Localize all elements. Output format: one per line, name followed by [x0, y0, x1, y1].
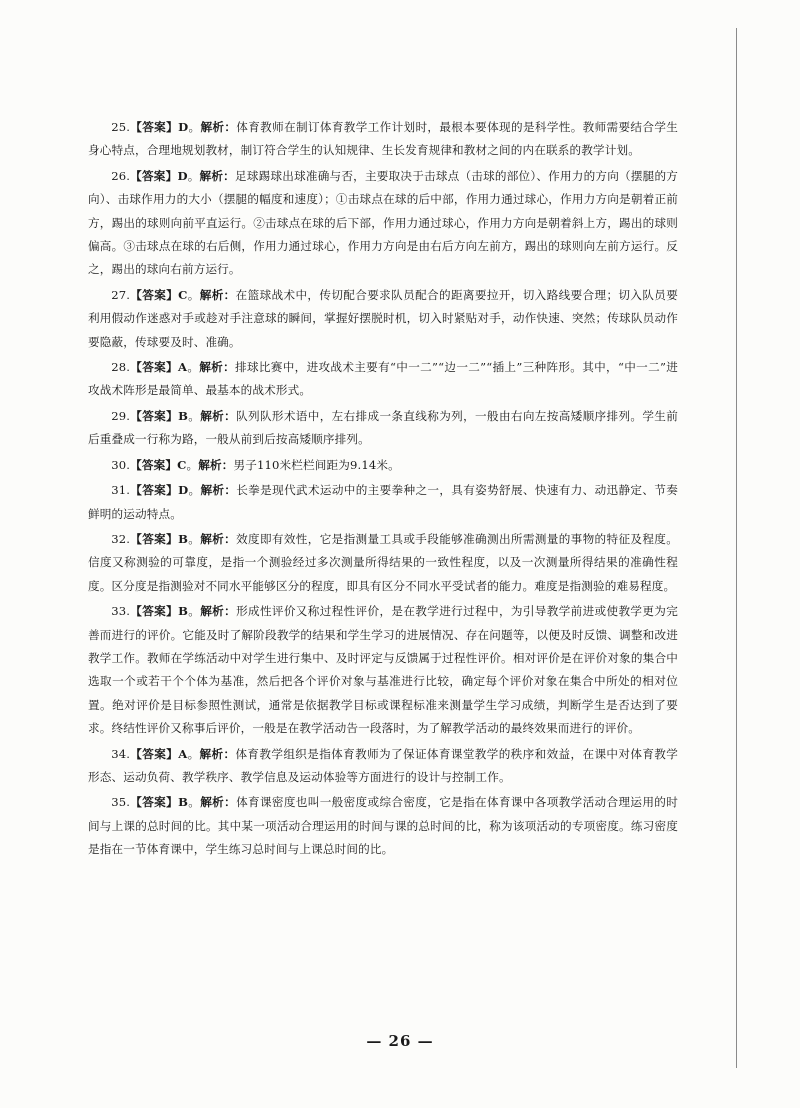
answer-item: 28.【答案】A。解析：排球比赛中，进攻战术主要有“中一二”“边一二”“插上”三种阵形。其中，“中一二”进攻战术阵形是最简单、最基本的战术形式。: [88, 360, 679, 398]
answer-item: 34.【答案】A。解析：体育教学组织是指体育教师为了保证体育课堂教学的秩序和效益，在课中对体育教学形态、运动负荷、教学秩序、教学信息及运动体验等方面进行的设计与控制工作。: [88, 746, 678, 784]
answer-item: 33.【答案】B。解析：形成性评价又称过程性评价，是在教学进行过程中，为引导教学前进或使教学更为完善而进行的评价。它能及时了解阶段教学的结果和学生学习的进展情况、存在问题等，以便及时反馈、调整和改进教学工作。教师在学练活动中对学生进行集中、及时评定与反馈属于过程性评价。相对评价是在评价对象的集合中选取一个或若干个个体为基准，然后把各个评价对象与基准进行比较，确定每个评价对象在集合中所处的相对位置。绝对评价是目标参照性测试，通常是依据教学目标或课程标准来测量学生学习成绩，判断学生是否达到了要求。终结性评价又称事后评价，一般是在教学活动告一段落时，为了解教学活动的最终效果而进行的评价。: [88, 604, 678, 736]
answer-item: 32.【答案】B。解析：效度即有效性，它是指测量工具或手段能够准确测出所需测量的事物的特征及程度。信度又称测验的可靠度，是指一个测验经过多次测量所得结果的一致性程度，以及一次测量所得结果的准确性程度。区分度是指测验对不同水平能够区分的程度，即具有区分不同水平受试者的能力。难度是指测验的难易程度。: [88, 531, 678, 593]
answer-item: 25.【答案】D。解析：体育教师在制订体育教学工作计划时，最根本要体现的是科学性。教师需要结合学生身心特点，合理地规划教材，制订符合学生的认知规律、生长发育规律和教材之间的内在联系的教学计划。: [88, 120, 679, 158]
answer-item: 29.【答案】B。解析：队列队形术语中，左右排成一条直线称为列，一般由右向左按高矮顺序排列。学生前后重叠成一行称为路，一般从前到后按高矮顺序排列。: [88, 408, 678, 447]
answer-item: 31.【答案】D。解析：长拳是现代武术运动中的主要拳种之一，具有姿势舒展、快速有力、动迅静定、节奏鲜明的运动特点。: [88, 483, 679, 521]
answer-item: 30.【答案】C。解析：男子110米栏栏间距为9.14米。: [111, 457, 400, 472]
page-number: — 26 —: [366, 1032, 434, 1050]
answer-item: 26.【答案】D。解析：足球踢球出球准确与否，主要取决于击球点（击球的部位）、作用力的方向（摆腿的方向）、击球作用力的大小（摆腿的幅度和速度）；①击球点在球的后中部，作用力通过球心，作用力方向是朝着正前方，踢出的球则向前平直运行。②击球点在球的后下部，作用力通过球心，作用力方向是朝着斜上方，踢出的球则偏高。③击球点在球的右后侧，作用力通过球心，作用力方向是由右后方向左前方，踢出的球则向左前方运行。反之，踢出的球向右前方运行。: [88, 168, 679, 277]
answer-item: 27.【答案】C。解析：在篮球战术中，传切配合要求队员配合的距离要拉开，切入路线要合理；切入队员要利用假动作迷惑对手或趁对手注意球的瞬间，掌握好摆脱时机，切入时紧贴对手，动作快速、突然；传球队员动作要隐蔽，传球要及时、准确。: [88, 287, 679, 349]
answer-item: 35.【答案】B。解析：体育课密度也叫一般密度或综合密度，它是指在体育课中各项教学活动合理运用的时间与上课的总时间的比。其中某一项活动合理运用的时间与课的总时间的比，称为该项活动的专项密度。练习密度是指在一节体育课中，学生练习总时间与上课总时间的比。: [88, 795, 678, 857]
answer-list: [88, 116, 678, 864]
scan-edge-line: [736, 28, 737, 1068]
